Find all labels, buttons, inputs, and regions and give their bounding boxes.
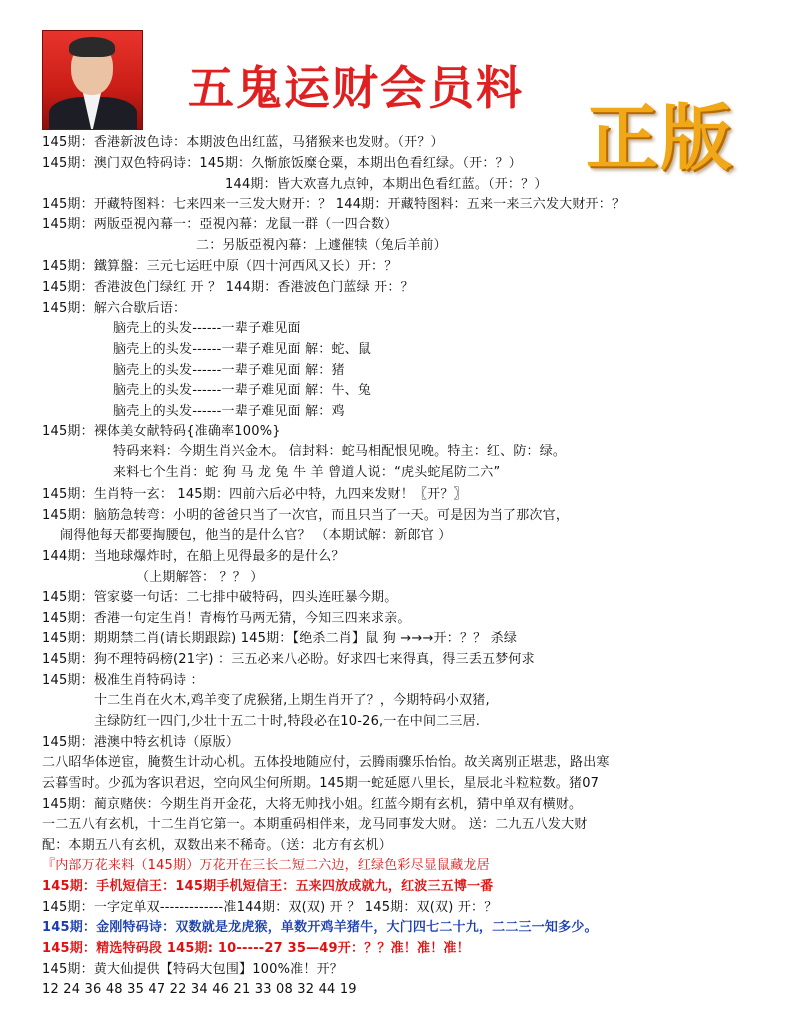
text-line: 145期：精选特码段 145期: 10-----27 35—49开：？？准！准！准！ (42, 941, 470, 956)
text-line: 144期：当地球爆炸时，在船上见得最多的是什么？ (42, 549, 345, 564)
text-line: 主绿防红一四门,少壮十五二十时,特段必在10-26,一在中间二三居. (94, 714, 481, 729)
text-line: 脑壳上的头发------一辈子难见面 解：鸡 (113, 404, 345, 419)
text-line: 145期：两版亞視內幕一：亞視內幕：龙鼠一群（一四合数） (42, 217, 398, 232)
text-line: 145期：港澳中特玄机诗（原版） (42, 735, 240, 750)
text-line: （上期解答： ？？ ） (136, 570, 264, 585)
text-line: 145期：期期禁二肖(请长期跟踪) 145期：【绝杀二肖】鼠 狗 →→→开：？？ 杀绿 (42, 631, 518, 646)
text-line: 145期：香港波色门绿红 开 ？ 144期：香港波色门蓝绿 开：？ (42, 280, 414, 295)
text-line: 12 24 36 48 35 47 22 34 46 21 33 08 32 44 19 (42, 982, 357, 997)
text-line: 144期：皆大欢喜九点钟，本期出色看红蓝。（开：？） (225, 177, 548, 192)
text-line: 145期：一字定单双-------------准144期：双(双) 开 ？ 145期：双(双) 开：？ (42, 900, 498, 915)
photo-hair (69, 37, 115, 57)
text-line: 脑壳上的头发------一辈子难见面 解：牛、兔 (113, 383, 372, 398)
text-line: 二八昭华体逆宦，腌赘生计动心机。五体投地随应付，云腾雨骤乐怡怡。故关离别正堪悲，路出寒 (42, 755, 610, 770)
page-title: 五鬼运财会员料 (188, 61, 524, 115)
text-line: 脑壳上的头发------一辈子难见面 (113, 321, 301, 336)
text-line: 配：本期五八有玄机，双数出来不稀奇。（送：北方有玄机） (42, 838, 392, 853)
text-line: 二：另版亞視內幕：上遽催犊（兔后羊前） (196, 238, 447, 253)
text-line: 145期：解六合歇后语： (42, 301, 187, 316)
text-line: 145期：管家婆一句话：二七排中破特码，四头连旺暴今期。 (42, 590, 398, 605)
text-line: 闹得他每天都要掏腰包，他当的是什么官？ （本期试解：新郎官 ） (60, 528, 452, 543)
text-line: 『内部万花来料（145期）万花开在三长二短二六边，红绿色彩尽显鼠藏龙居 (42, 858, 490, 873)
text-line: 脑壳上的头发------一辈子难见面 解：蛇、鼠 (113, 342, 372, 357)
text-line: 145期：香港新波色诗：本期波色出红蓝，马猪猴来也发财。（开？） (42, 135, 444, 150)
text-line: 145期：生肖特一玄： 145期：四前六后必中特，九四来发财！〖开？〗 (42, 487, 467, 502)
text-line: 145期：金刚特码诗：双数就是龙虎猴，单数开鸡羊猪牛，大门四七二十九，二二三一知多少。 (42, 920, 598, 935)
text-line: 145期：香港一句定生肖！青梅竹马两无猜，今知三四来求亲。 (42, 611, 411, 626)
text-line: 145期：裸体美女献特码{准确率100%} (42, 424, 281, 439)
text-line: 145期：黄大仙提供【特码大包围】100%准！开？ (42, 962, 343, 977)
text-line: 云暮雪时。少孤为客识君迟，空向风尘何所期。145期一蛇延愿八里长，星辰北斗粒粒数。猪07 (42, 776, 600, 791)
text-line: 145期：脑筋急转弯：小明的爸爸只当了一次官，而且只当了一天。可是因为当了那次官， (42, 508, 570, 523)
text-line: 145期：狗不理特码榜(21字) ：三五必来八必盼。好求四七来得真，得三丢五梦何求 (42, 652, 535, 667)
member-photo (42, 30, 143, 130)
text-line: 特码来料：今期生肖兴金木。 信封料：蛇马相配恨见晚。特主：红、防：绿。 (113, 444, 567, 459)
text-line: 145期：澳门双色特码诗：145期：久惭旅饭糜仓粟，本期出色看红绿。（开：？） (42, 156, 522, 171)
text-line: 145期：蔺京赌侠：今期生肖开金花，大将无帅找小姐。红蓝今期有玄机，猜中单双有横财。 (42, 797, 583, 812)
text-line: 十二生肖在火木,鸡羊变了虎猴猪,上期生肖开了？，今期特码小双猪, (94, 693, 490, 708)
text-line: 脑壳上的头发------一辈子难见面 解：猪 (113, 363, 345, 378)
text-line: 145期：手机短信王：145期手机短信王：五来四放成就九，红波三五博一番 (42, 879, 494, 894)
text-line: 145期：极准生肖特码诗 ： (42, 673, 204, 688)
text-line: 一二五八有玄机，十二生肖它第一。本期重码相伴来，龙马同事发大财。 送：二九五八发大财 (42, 817, 588, 832)
genuine-stamp: 正版 (586, 95, 735, 180)
text-line: 145期：鐵算盤：三元七运旺中原（四十河西风又长）开：？ (42, 259, 398, 274)
text-line: 145期：开藏特图料：七来四来一三发大财开：？ 144期：开藏特图料：五来一来三六发大财开：？ (42, 197, 626, 212)
text-line: 来料七个生肖：蛇 狗 马 龙 兔 牛 羊 曾道人说：“虎头蛇尾防二六” (113, 465, 501, 480)
